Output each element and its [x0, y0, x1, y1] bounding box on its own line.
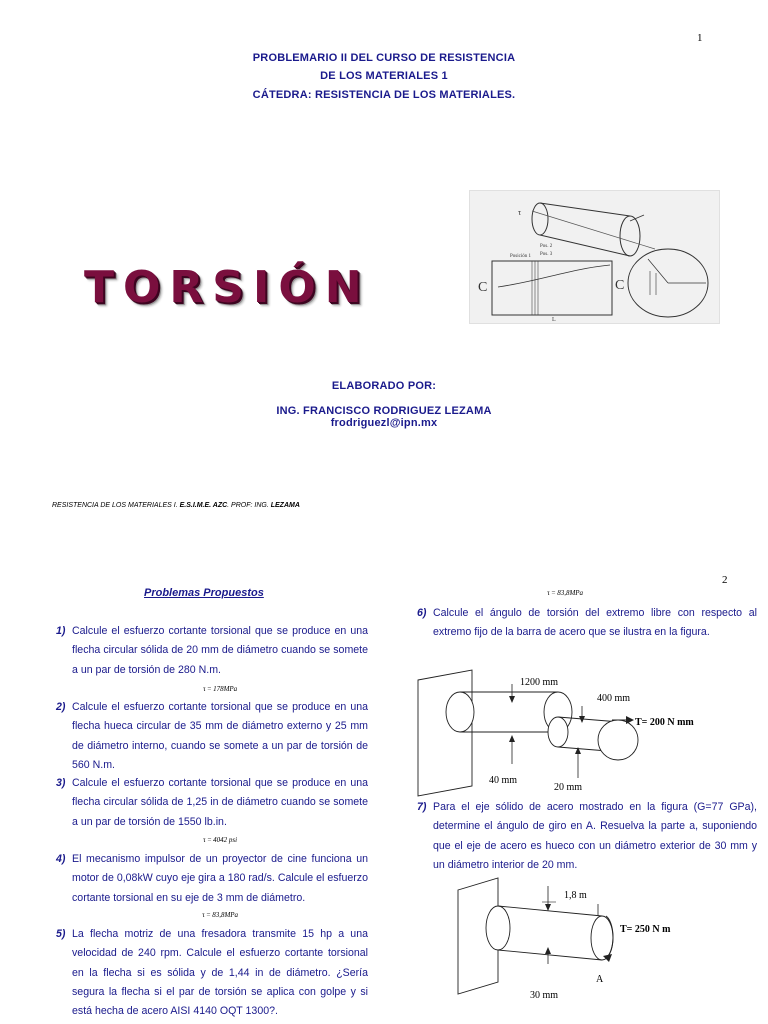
problem-2: [56, 698, 368, 775]
fig7-length: 1,8 m: [564, 890, 587, 901]
fig6-diameter-1: 40 mm: [489, 775, 518, 786]
problem-2-text: Calcule el esfuerzo cortante torsional que se produce en una flecha hueca circular de 35 mm de diámetro externo y 25 mm de diámetro interno, cuando se somete a un par de torsión de 560 N.m.: [72, 701, 368, 771]
figure-label-c-right: C: [615, 278, 625, 293]
problem-1: [56, 622, 368, 680]
figure-label-pos1: Posición 1: [510, 254, 531, 259]
document-title-line-3: CÁTEDRA: RESISTENCIA DE LOS MATERIALES.: [252, 89, 516, 101]
problem-5-number: 5): [56, 928, 66, 940]
author-name: ING. FRANCISCO RODRIGUEZ LEZAMA: [276, 405, 492, 417]
answer-3: τ = 4042 psi: [202, 836, 238, 844]
figure-label-pos3: Pos. 3: [540, 252, 553, 257]
problem-7-figure: [452, 876, 752, 1004]
problem-4-number: 4): [56, 853, 66, 865]
answer-1: τ = 178MPa: [202, 685, 238, 693]
page-number: 1: [697, 32, 703, 44]
section-title: Problemas Propuestos: [144, 587, 264, 599]
problem-7-text: Para el eje sólido de acero mostrado en la figura (G=77 GPa), determine el ángulo de giro en A. Resuelva la parte a, suponiendo que el eje de acero es hueco con un diámetro exterior de 30 mm y un diámetro interior de 20 mm.: [433, 801, 757, 871]
problem-3: [56, 774, 368, 832]
problem-5-text: La flecha motriz de una fresadora transmite 15 hp a una velocidad de 240 rpm. Calcule el esfuerzo cortante torsional en la flecha si es sólida y de 1,44 in de diámetro. ¿Sería segura la flecha si el par de torsión se aplica con golpe y si está hecha de acero AISI 4140 OQT 1300?.: [72, 928, 368, 1018]
fig6-length-1: 1200 mm: [520, 677, 559, 688]
torsion-shaft-sketch: [470, 191, 719, 323]
footer-note-prefix: RESISTENCIA DE LOS MATERIALES I.: [52, 502, 180, 509]
figure-label-length: L: [552, 317, 556, 323]
problem-6-text: Calcule el ángulo de torsión del extremo libre con respecto al extremo fijo de la barra de acero que se ilustra en la figura.: [433, 607, 757, 639]
fig6-length-2: 400 mm: [597, 693, 631, 704]
author-heading: ELABORADO POR:: [331, 380, 437, 392]
figure-label-c-left: C: [478, 280, 488, 295]
problem-6-figure: [412, 668, 742, 798]
footer-note-mid: . PROF: ING.: [227, 502, 271, 509]
figure-label-pos2: Pos. 2: [540, 244, 553, 249]
problem-7: [417, 798, 757, 875]
footer-note-prof: LEZAMA: [270, 502, 300, 509]
fig7-point-a: A: [596, 974, 604, 985]
footer-note-school: E.S.I.M.E. AZC: [179, 502, 228, 509]
problem-4: [56, 850, 368, 908]
problem-5: [56, 925, 368, 1021]
fig6-torque: T= 200 N mm: [635, 717, 694, 728]
problem-6: [417, 604, 757, 643]
problem-4-text: El mecanismo impulsor de un proyector de cine funciona un motor de 0,08kW cuyo eje gira a 180 rad/s. Calcule el esfuerzo cortante torsional en su eje de 3 mm de diámetro.: [72, 853, 368, 904]
document-title-line-2: DE LOS MATERIALES 1: [320, 70, 448, 82]
problem-7-number: 7): [417, 801, 427, 813]
fig6-diameter-2: 20 mm: [554, 782, 583, 793]
page-number-2: 2: [722, 574, 728, 586]
cover-title: TORSIÓN: [84, 262, 371, 313]
author-email: frodriguezl@ipn.mx: [330, 417, 438, 429]
fig7-diameter: 30 mm: [530, 990, 559, 1001]
footer-note: [52, 502, 300, 509]
figure-label-tau: τ: [518, 208, 522, 217]
problem-2-number: 2): [56, 701, 66, 713]
problem-1-number: 1): [56, 625, 66, 637]
problem-6-number: 6): [417, 607, 427, 619]
fig7-torque: T= 250 N m: [620, 924, 671, 935]
torsion-cover-figure: [469, 190, 720, 324]
problem-3-number: 3): [56, 777, 66, 789]
problem-3-text: Calcule el esfuerzo cortante torsional que se produce en una flecha circular sólida de 1,25 in de diámetro cuando se somete a un par de torsión de 1550 lb.in.: [72, 777, 368, 828]
problem-1-text: Calcule el esfuerzo cortante torsional que se produce en una flecha circular sólida de 20 mm de diámetro cuando se somete a un par de torsión de 280 N.m.: [72, 625, 368, 676]
document-title-line-1: PROBLEMARIO II DEL CURSO DE RESISTENCIA: [252, 52, 516, 64]
answer-4: τ = 83,8MPa: [201, 911, 239, 919]
answer-top: τ = 83,8MPa: [546, 589, 584, 597]
